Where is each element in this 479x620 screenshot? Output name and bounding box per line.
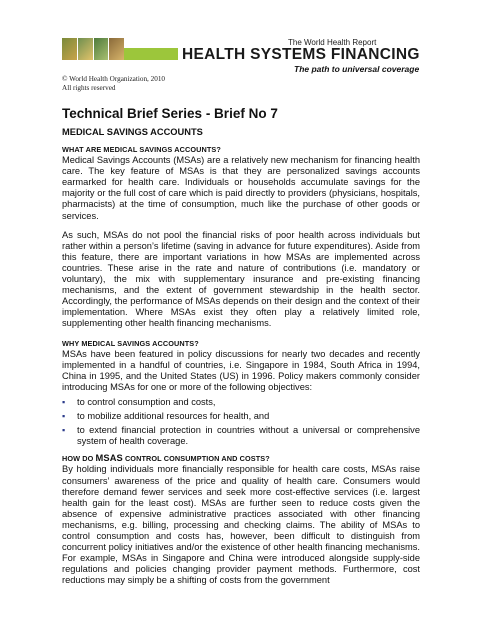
section-heading-what bbox=[62, 144, 420, 155]
header-photo-strip bbox=[62, 38, 124, 60]
heading-part: HOW DO bbox=[62, 454, 96, 464]
rights-line: All rights reserved bbox=[62, 84, 116, 92]
list-item bbox=[62, 411, 420, 422]
bullet-icon: ▪ bbox=[62, 396, 66, 407]
list-item bbox=[62, 425, 420, 447]
paragraph: Medical Savings Accounts (MSAs) are a relatively new mechanism for financing health care. The key feature of MSAs is that they are personalized savings accounts earmarked for health care. Individuals or households accumulate savings for the majority or the full cost of care which is paid directly to providers (physicians, hospitals, pharmacists) at the time of consumption, much like the purchase of other goods or services. bbox=[62, 155, 420, 221]
section-heading-how bbox=[62, 453, 420, 464]
list-item-text: to mobilize additional resources for health, and bbox=[77, 411, 270, 422]
objectives-list bbox=[62, 397, 420, 447]
report-title: HEALTH SYSTEMS FINANCING bbox=[182, 46, 420, 63]
document-title: MEDICAL SAVINGS ACCOUNTS bbox=[62, 127, 203, 137]
heading-part: MSAS bbox=[95, 453, 123, 464]
paragraph: By holding individuals more financially responsible for health care costs, MSAs raise consumers’ awareness of the price and quality of health care. Consumers would therefore demand fewer services and seek more cost-effective services (i.e. largest health gain for the least cost). MSAs are further seen to reduce costs given the absence of expensive administrative practices associated with other financing mechanisms, e.g. billing, processing and checking claims. The ability of MSAs to control consumption and costs has, however, been difficult to distinguish from concurrent policy initiatives and/or the existence of other health financing mechanisms. For example, MSAs in Singapore and China were introduced alongside supply-side regulations and policies changing provider payment methods. Furthermore, cost reductions may simply be a shifting of costs from the government bbox=[62, 464, 420, 586]
heading-part: CONTROL CONSUMPTION AND COSTS? bbox=[122, 454, 270, 464]
report-header bbox=[62, 34, 462, 74]
report-tagline: The path to universal coverage bbox=[294, 64, 420, 74]
header-photo bbox=[109, 38, 124, 60]
bullet-icon: ▪ bbox=[62, 411, 66, 422]
list-item bbox=[62, 397, 420, 408]
paragraph: MSAs have been featured in policy discussions for nearly two decades and recently implemented in a handful of countries, i.e. Singapore in 1984, South Africa in 1994, China in 1995, and the United States (US) in 1996. Policy makers commonly consider introducing MSAs for one or more of the following objectives: bbox=[62, 348, 420, 392]
list-item-text: to control consumption and costs, bbox=[77, 396, 216, 407]
header-photo bbox=[94, 38, 109, 60]
brief-title: Technical Brief Series - Brief No 7 bbox=[62, 106, 278, 121]
bullet-icon: ▪ bbox=[62, 425, 66, 436]
paragraph: As such, MSAs do not pool the financial risks of poor health across individuals but rather within a person’s lifetime (saving in advance for future expenditures). Aside from this feature, there are important variations in how MSAs are implemented across countries. These arise in the rate and nature of contributions (i.e. mandatory or voluntary), the mix with supplementary insurance and pre-existing financing mechanisms, and the extent of government stewardship in the health sector. Accordingly, the performance of MSAs depends on their design and the context of their implementation. Where MSAs exist they often play a relatively limited role, supplementing other health financing mechanisms. bbox=[62, 229, 420, 329]
report-name: The World Health Report bbox=[288, 38, 377, 47]
list-item-text: to extend financial protection in countries without a universal or comprehensive system of health coverage. bbox=[77, 425, 420, 447]
header-accent-bar bbox=[124, 48, 178, 60]
section-heading-why: WHY MEDICAL SAVINGS ACCOUNTS? bbox=[62, 338, 199, 348]
document-body bbox=[62, 144, 420, 594]
header-photo bbox=[78, 38, 93, 60]
header-photo bbox=[62, 38, 77, 60]
heading-part: EDICAL SAVINGS ACCOUNTS? bbox=[109, 145, 221, 154]
copyright-notice bbox=[62, 75, 165, 93]
copyright-line: © World Health Organization, 2010 bbox=[62, 75, 166, 83]
heading-part: WHAT ARE M bbox=[62, 145, 110, 154]
